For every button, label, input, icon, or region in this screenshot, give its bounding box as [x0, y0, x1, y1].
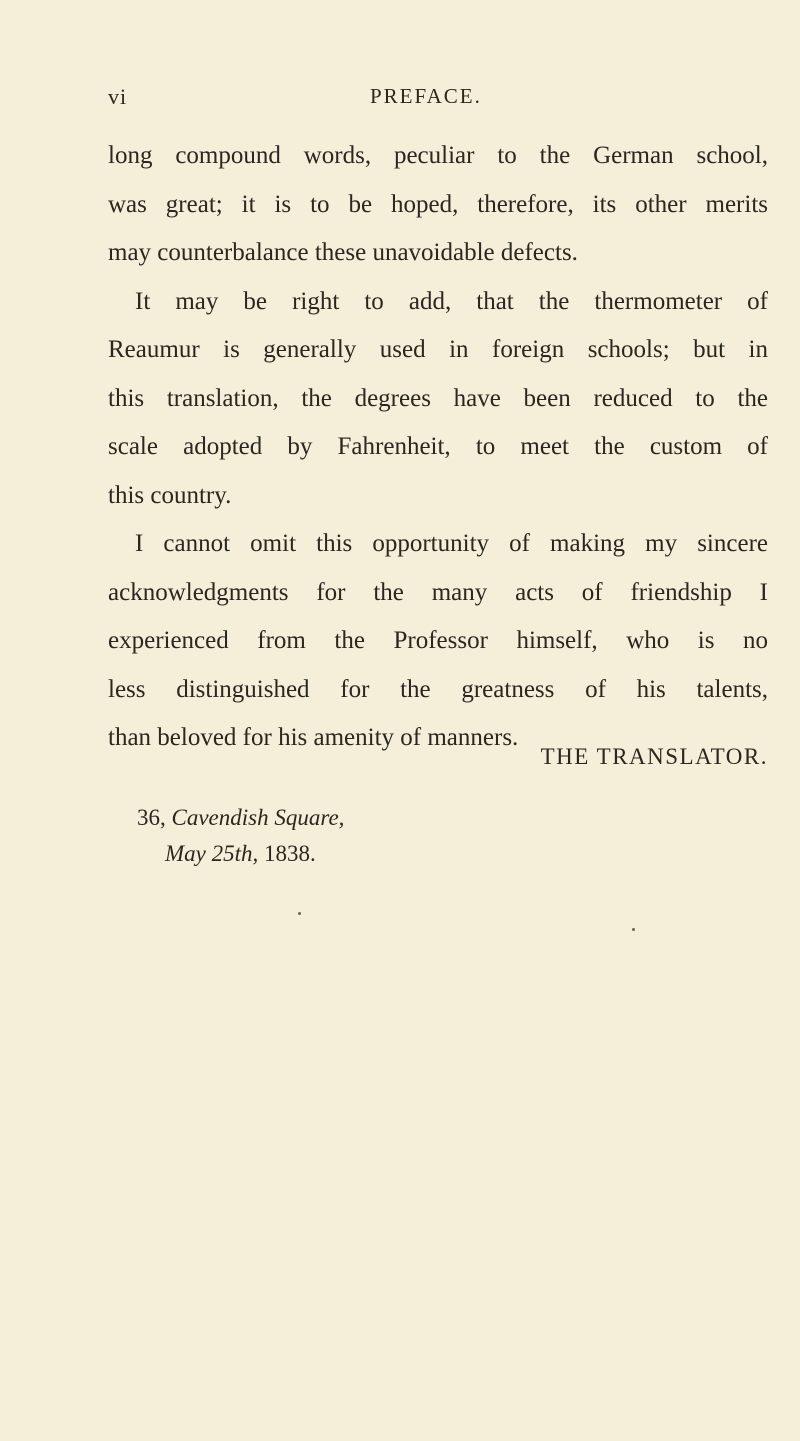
- text-line: may counterbalance these unavoidable defects.: [108, 239, 578, 266]
- text-line: It may be right to add, that the thermometer of: [135, 287, 768, 315]
- dateline: [137, 800, 344, 872]
- text-line: was great; it is to be hoped, therefore, its other merits: [108, 190, 768, 218]
- paper-speck: [298, 912, 301, 915]
- dateline-street: Cavendish Square,: [171, 805, 345, 830]
- dateline-number: 36,: [137, 805, 166, 830]
- text-line: this translation, the degrees have been reduced to the: [108, 384, 768, 412]
- running-title: PREFACE.: [370, 84, 482, 108]
- running-head: [108, 84, 768, 114]
- dateline-month-day: May 25th,: [165, 841, 259, 866]
- text-line: than beloved for his amenity of manners.: [108, 724, 519, 751]
- dateline-date: [137, 836, 344, 872]
- text-line: less distinguished for the greatness of his talents,: [108, 675, 768, 703]
- text-line: I cannot omit this opportunity of making my sincere: [135, 530, 768, 557]
- paper-speck: [632, 928, 635, 931]
- text-line: scale adopted by Fahrenheit, to meet the custom of: [108, 433, 768, 460]
- dateline-address: [137, 800, 344, 836]
- text-line: experienced from the Professor himself, who is no: [108, 627, 768, 654]
- text-line: Reaumur is generally used in foreign schools; but in: [108, 336, 768, 363]
- text-line: this country.: [108, 481, 232, 509]
- preface-body: [108, 132, 768, 763]
- page-number: vi: [108, 84, 128, 109]
- dateline-year: 1838.: [264, 841, 316, 866]
- text-line: acknowledgments for the many acts of friendship I: [108, 578, 768, 606]
- translator-signature: THE TRANSLATOR.: [540, 744, 768, 769]
- text-line: long compound words, peculiar to the German school,: [108, 142, 768, 169]
